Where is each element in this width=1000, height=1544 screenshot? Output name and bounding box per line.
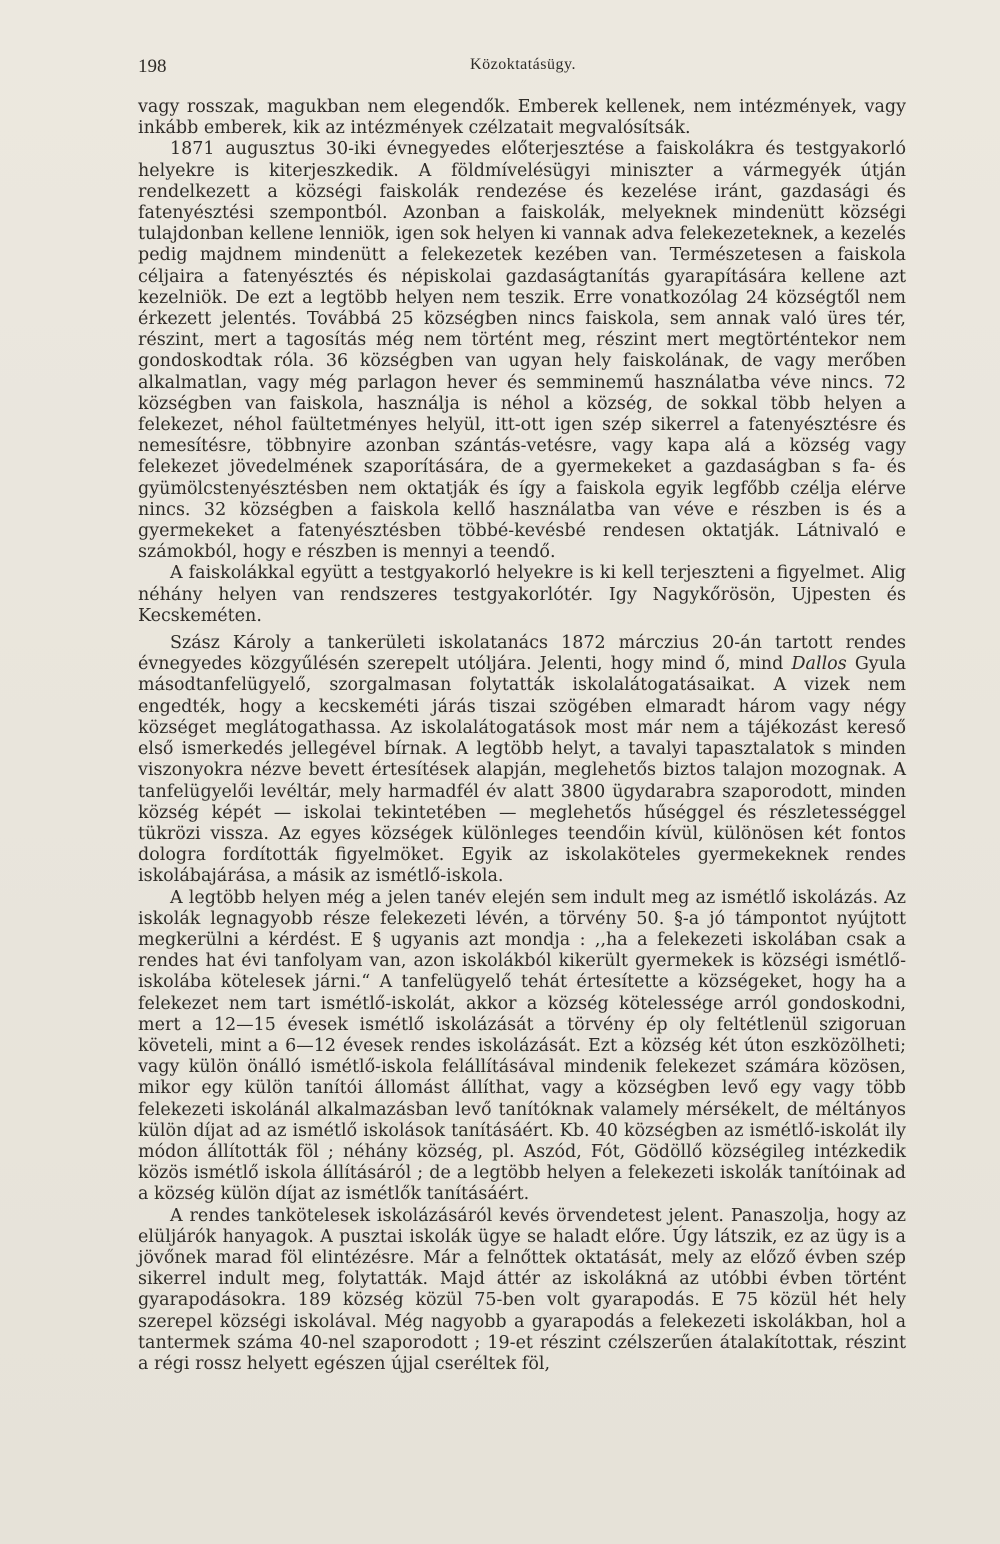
paragraph-1: vagy rosszak, magukban nem elegendők. Emberek kellenek, nem intézmények, vagy inkább emberek, kik az intézmények czélzatait megvalósítsák. bbox=[138, 97, 906, 139]
page-header bbox=[138, 56, 908, 84]
page-number: 198 bbox=[138, 56, 167, 77]
paragraph-4 bbox=[138, 633, 906, 887]
body-text bbox=[138, 97, 906, 1375]
italic-name-dallos: Dallos bbox=[791, 654, 847, 675]
paragraph-3: A faiskolákkal együtt a testgyakorló helyekre is ki kell terjeszteni a figyelmet. Alig néhány helyen van rendszeres testgyakorlótér. Igy Nagykőrösön, Ujpesten és Kecskeméten. bbox=[138, 563, 906, 626]
paragraph-4-text-end: Gyula másodtanfelügyelő, szorgalmasan folytatták iskolalátogatásaikat. A vizek nem engedték, hogy a kecskeméti járás tiszai szögében elmaradt három vagy négy községet meglátogathassa. Az iskolalátogatások most már nem a tájékozást kereső első ismerkedés jellegével bírnak. A legtöbb helyt, a tavalyi tapasztalatok s minden viszonyokra nézve bevett értesítések alapján, meglehetős biztos talajon mozognak. A tanfelügyelői levéltár, mely harmadfél év alatt 3800 ügydarabra szaporodott, minden község képét — iskolai tekintetében — meglehetős hűséggel és részletességgel tükrözi vissza. Az egyes községek különleges teendőin kívül, különösen két fontos dologra fordították figyelmöket. Egyik az iskolaköteles gyermekeknek rendes iskolábajárása, a másik az ismétlő-iskola. bbox=[138, 654, 906, 887]
paragraph-4-text-start: Szász Károly a tankerületi iskolatanács 1872 márczius 20-án tartott rendes évnegyedes közgyűlésén szerepelt utóljára. Jelenti, hogy mind ő, mind bbox=[138, 633, 906, 675]
paragraph-5: A legtöbb helyen még a jelen tanév elején sem indult meg az ismétlő iskolázás. Az iskolák legnagyobb része felekezeti lévén, a törvény 50. §-a jó támpontot nyújtott megkerülni a kérdést. E § ugyanis azt mondja : ,,ha a felekezeti iskolában csak a rendes hat évi tanfolyam van, azon iskolákból kikerült gyermekek is községi ismétlő-iskolába kötelesek járni.“ A tanfelügyelő tehát értesítette a községeket, hogy ha a felekezet nem tart ismétlő-iskolát, akkor a község kötelessége arról gondoskodni, mert a 12—15 évesek ismétlő iskolázását a törvény ép oly feltétlenül szigoruan követeli, mint a 6—12 évesek rendes iskolázását. Ezt a község két úton eszközölheti; vagy külön önálló ismétlő-iskola felállításával mindenik felekezet számára közösen, mikor egy külön tanítói állomást állíthat, vagy a községben levő egy vagy több felekezeti iskolánál alkalmazásban levő tanítóknak valamely mérsékelt, de méltányos külön díjat ad az ismétlő iskolások tanításáért. Kb. 40 községben az ismétlő-iskolát ily módon állították föl ; néhány község, pl. Aszód, Fót, Gödöllő községileg intézkedik közös ismétlő iskola állításáról ; de a legtöbb helyen a felekezeti iskolák tanítóinak ad a község külön díjat az ismétlők tanításáért. bbox=[138, 887, 906, 1205]
running-head: Közoktatásügy. bbox=[470, 56, 576, 73]
paragraph-2: 1871 augusztus 30-iki évnegyedes előterjesztése a faiskolákra és testgyakorló helyekre is kiterjeszkedik. A földmívelésügyi miniszter a vármegyék útján rendelkezett a községi faiskolák rendezése és kezelése iránt, gazdasági és fatenyésztési szempontból. Azonban a faiskolák, melyeknek mindenütt községi tulajdonban kellene lenniök, igen sok helyen ki vannak adva felekezeteknek, a kezelés pedig majdnem mindenütt a felekezetek kezében van. Természetesen a faiskola céljaira a fatenyésztés és népiskolai gazdaságtanítás gyarapítására kellene azt kezelniök. De ezt a legtöbb helyen nem teszik. Erre vonatkozólag 24 községtől nem érkezett jelentés. Továbbá 25 községben nincs faiskola, sem annak való üres tér, részint, mert a tagosítás még nem történt meg, részint mert megtörténtekor nem gondoskodtak róla. 36 községben van ugyan hely faiskolának, de vagy merőben alkalmatlan, vagy még parlagon hever és semminemű használatba véve nincs. 72 községben van faiskola, használja is néhol a község, de sokkal több helyen a felekezet, néhol faültetményes helyül, itt-ott igen szép sikerrel a fatenyésztésre és nemesítésre, többnyire azonban szántás-vetésre, vagy kapa alá a község vagy felekezet jövedelmének szaporítására, de a gyermekeket a gazdaságban s fa- és gyümölcstenyésztésben nem oktatják és így a faiskola egyik legfőbb czélja elérve nincs. 32 községben a faiskola kellő használatba van véve e részben is és a gyermekeket a fatenyésztésben többé-kevésbé rendesen oktatják. Látnivaló e számokból, hogy e részben is mennyi a teendő. bbox=[138, 139, 906, 563]
paragraph-6: A rendes tankötelesek iskolázásáról kevés örvendetest jelent. Panaszolja, hogy az elüljárók hanyagok. A pusztai iskolák ügye se haladt előre. Úgy látszik, ez az ügy is a jövőnek marad föl elintézésre. Már a felnőttek oktatását, mely az előző évben szép sikerrel indult meg, folytatták. Majd áttér az iskolákná az utóbbi évben történt gyarapodásokra. 189 község közül 75-ben volt gyarapodás. E 75 közül hét hely szerepel községi iskolával. Még nagyobb a gyarapodás a felekezeti iskolákban, hol a tantermek száma 40-nel szaporodott ; 19-et részint czélszerűen átalakítottak, részint a régi rossz helyett egészen újjal cseréltek föl, bbox=[138, 1205, 906, 1374]
